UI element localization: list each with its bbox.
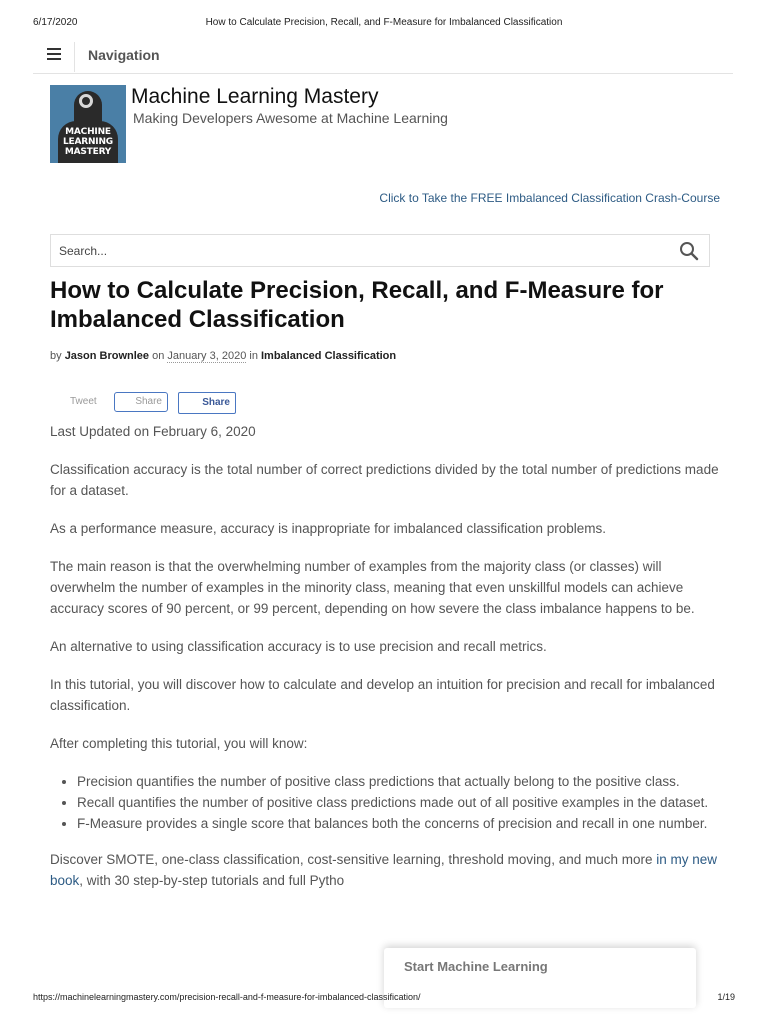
popup-title[interactable]: Start Machine Learning — [404, 959, 548, 974]
list-item: • F-Measure provides a single score that balances both the concerns of precision and recall in one number. — [77, 813, 722, 834]
category-link[interactable]: Imbalanced Classification — [261, 350, 397, 362]
search-icon[interactable] — [679, 241, 699, 261]
paragraph: As a performance measure, accuracy is inappropriate for imbalanced classification problems. — [50, 521, 607, 536]
crash-course-link[interactable]: Click to Take the FREE Imbalanced Classification Crash-Course — [379, 191, 720, 205]
post-title: How to Calculate Precision, Recall, and F-Measure for Imbalanced Classification — [50, 277, 664, 333]
print-date: 6/17/2020 — [33, 17, 78, 28]
hamburger-menu-icon[interactable] — [47, 48, 61, 62]
search-box — [50, 234, 710, 267]
logo-line-1: MACHINE — [65, 127, 111, 137]
paragraph: In this tutorial, you will discover how to calculate and develop an intuition for precision and recall for imbalanced classification. — [50, 677, 715, 713]
promo-text-start: Discover SMOTE, one-class classification, cost-sensitive learning, threshold moving, and much more — [50, 852, 657, 867]
logo-line-3: MASTERY — [64, 147, 112, 157]
gear-icon — [79, 94, 93, 108]
promo-text-end: , with 30 step-by-step tutorials and full Pytho — [79, 873, 345, 888]
share-button-facebook[interactable]: Share — [178, 392, 236, 414]
book-link[interactable]: in my new book — [50, 852, 718, 888]
print-header — [33, 17, 735, 31]
search-input[interactable] — [51, 235, 651, 266]
site-logo[interactable] — [50, 85, 126, 163]
last-updated: Last Updated on February 6, 2020 — [50, 424, 256, 439]
list-item: • Recall quantifies the number of positive class predictions made out of all positive examples in the dataset. — [77, 792, 722, 813]
page-number: 1/19 — [717, 992, 735, 1002]
paragraph: After completing this tutorial, you will know: — [50, 736, 308, 751]
logo-text — [50, 127, 126, 157]
logo-line-2: LEARNING — [63, 137, 113, 147]
site-tagline: Making Developers Awesome at Machine Learning — [133, 110, 448, 126]
print-footer — [33, 992, 735, 1006]
share-button-linkedin[interactable]: Share — [114, 392, 168, 412]
site-title[interactable]: Machine Learning Mastery — [131, 85, 379, 108]
key-points-list — [50, 771, 722, 834]
navigation-label[interactable]: Navigation — [88, 47, 160, 63]
list-item: • Precision quantifies the number of positive class predictions that actually belong to the positive class. — [77, 771, 722, 792]
byline-in: in — [249, 350, 258, 362]
nav-divider — [74, 42, 75, 72]
print-title: How to Calculate Precision, Recall, and F-Measure for Imbalanced Classification — [205, 17, 563, 28]
paragraph: The main reason is that the overwhelming number of examples from the majority class (or classes) will overwhelm the number of examples in the minority class, meaning that even unskillful models can achieve accuracy scores of 90 percent, or 99 percent, depending on how severe the class imbalance happens to be. — [50, 559, 695, 616]
author-link[interactable]: Jason Brownlee — [64, 350, 150, 362]
article-content — [50, 421, 722, 908]
page-url: https://machinelearningmastery.com/precision-recall-and-f-measure-for-imbalanced-classification/ — [33, 992, 421, 1002]
paragraph: Classification accuracy is the total number of correct predictions divided by the total number of predictions made for a dataset. — [50, 462, 719, 498]
post-date: January 3, 2020 — [167, 350, 247, 362]
paragraph: An alternative to using classification accuracy is to use precision and recall metrics. — [50, 639, 547, 654]
byline-by: by — [50, 350, 62, 362]
byline-on: on — [152, 350, 165, 362]
paragraph — [50, 849, 722, 891]
byline — [50, 350, 396, 362]
navbar — [33, 42, 733, 74]
tweet-button[interactable]: Tweet — [70, 396, 97, 407]
